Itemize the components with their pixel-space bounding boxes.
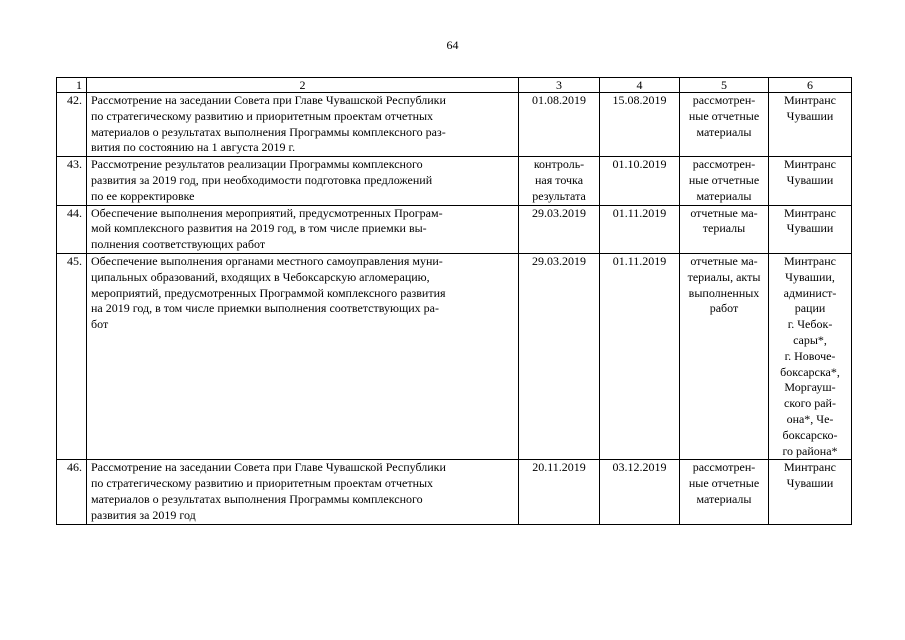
result-type-line: материалы [696,188,752,203]
responsible-line: Чувашии [786,476,834,491]
result-type-line: отчетные ма- [690,253,758,268]
result-type-line: работ [709,301,739,316]
task-description-line: мероприятий, предусмотренных Программой комплексного развития [91,285,446,300]
table-row [57,460,852,524]
end-date-cell [600,157,680,205]
end-date-line: 15.08.2019 [612,93,667,107]
column-header-2: 2 [87,78,519,93]
end-date-cell [600,93,680,157]
start-date-cell [519,205,600,253]
result-type-line: териалы, акты [687,269,761,284]
task-description-line: по стратегическому развитию и приоритетным проектам отчетных [91,476,434,491]
result-type-cell [680,205,769,253]
end-date-line: 01.11.2019 [612,253,667,268]
result-type-line: ные отчетные [688,172,760,187]
row-number: 44. [57,205,87,253]
responsible-line: боксарска*, [780,364,840,379]
responsible-line: Минтранс [784,253,836,268]
row-number: 42. [57,93,87,157]
responsible-line: боксарско- [782,427,838,442]
row-number: 43. [57,157,87,205]
task-description-line: мой комплексного развития на 2019 год, в том числе приемки вы- [91,221,427,236]
responsible-line: г. Новоче- [784,348,836,363]
responsible-line: она*, Че- [786,411,834,426]
responsible-line: Минтранс [784,460,836,475]
start-date-cell [519,93,600,157]
end-date-line: 03.12.2019 [612,460,667,475]
task-description-line: материалов о результатах выполнения Программы комплексного [91,491,423,506]
row-number: 45. [57,253,87,459]
responsible-cell [769,205,852,253]
task-description-cell [87,157,519,205]
result-type-line: рассмотрен- [692,93,756,107]
responsible-line: Минтранс [784,205,836,220]
result-type-line: материалы [696,124,752,139]
responsible-line: рации [794,301,826,316]
task-description-line: полнения соответствующих работ [91,237,266,252]
task-description-line: развития за 2019 год, при необходимости подготовка предложений [91,172,433,187]
responsible-line: админист- [783,285,837,300]
row-number: 46. [57,460,87,524]
responsible-line: Чувашии [786,108,834,123]
responsible-line: сары*, [793,332,827,347]
task-description-line: на 2019 год, в том числе приемки выполнения соответствующих ра- [91,301,439,316]
header-row [57,78,852,93]
responsible-line: Минтранс [784,93,836,107]
task-description-cell [87,460,519,524]
end-date-cell [600,205,680,253]
responsible-cell [769,93,852,157]
start-date-line: 20.11.2019 [532,460,586,475]
table-row [57,157,852,205]
result-type-line: рассмотрен- [692,460,756,475]
task-description-line: Рассмотрение результатов реализации Программы комплексного [91,157,423,172]
result-type-cell [680,460,769,524]
end-date-line: 01.11.2019 [612,205,667,220]
page-number: 64 [446,38,459,52]
column-header-4: 4 [600,78,680,93]
responsible-line: Чувашии [786,172,834,187]
end-date-cell [600,460,680,524]
table-row [57,253,852,459]
task-description-line: вития по состоянию на 1 августа 2019 г. [91,140,296,155]
task-description-line: ципальных образований, входящих в Чебоксарскую агломерацию, [91,269,430,284]
table-row [57,93,852,157]
result-type-cell [680,93,769,157]
responsible-line: Моргауш- [784,380,836,395]
column-header-3: 3 [519,78,600,93]
task-description-line: бот [91,317,109,332]
column-header-6: 6 [769,78,852,93]
end-date-line: 01.10.2019 [612,157,667,172]
task-description-cell [87,205,519,253]
column-header-5: 5 [680,78,769,93]
result-type-cell [680,157,769,205]
responsible-line: ского рай- [784,396,836,411]
table-row [57,205,852,253]
responsible-cell [769,157,852,205]
result-type-line: выполненных [688,285,760,300]
task-description-line: Рассмотрение на заседании Совета при Главе Чувашской Республики [91,460,446,475]
task-description-line: по стратегическому развитию и приоритетным проектам отчетных [91,108,434,123]
result-type-line: ные отчетные [688,108,760,123]
task-description-line: Рассмотрение на заседании Совета при Главе Чувашской Республики [91,93,446,107]
start-date-cell [519,460,600,524]
start-date-line: 29.03.2019 [532,253,586,268]
start-date-line: 01.08.2019 [532,93,586,107]
end-date-cell [600,253,680,459]
result-type-line: материалы [696,491,752,506]
responsible-cell [769,460,852,524]
task-description-cell [87,253,519,459]
result-type-line: рассмотрен- [692,157,756,172]
result-type-line: ные отчетные [688,476,760,491]
responsible-cell [769,253,852,459]
start-date-line: 29.03.2019 [532,205,586,220]
task-description-line: развития за 2019 год [91,507,196,522]
task-description-line: по ее корректировке [91,188,195,203]
result-type-cell [680,253,769,459]
task-description-line: Обеспечение выполнения органами местного самоуправления муни- [91,253,443,268]
start-date-line: контроль- [533,157,585,172]
responsible-line: г. Чебок- [787,317,833,332]
column-header-1: 1 [57,78,87,93]
result-type-line: отчетные ма- [690,205,758,220]
start-date-cell [519,157,600,205]
start-date-line: ная точка [534,172,584,187]
responsible-line: Чувашии, [785,269,835,284]
responsible-line: Чувашии [786,221,834,236]
plan-table [56,77,852,525]
task-description-line: Обеспечение выполнения мероприятий, предусмотренных Програм- [91,205,443,220]
responsible-line: Минтранс [784,157,836,172]
result-type-line: териалы [702,221,746,236]
task-description-cell [87,93,519,157]
responsible-line: го района* [782,443,838,458]
start-date-cell [519,253,600,459]
task-description-line: материалов о результатах выполнения Программы комплексного раз- [91,124,446,139]
start-date-line: результата [532,188,586,203]
